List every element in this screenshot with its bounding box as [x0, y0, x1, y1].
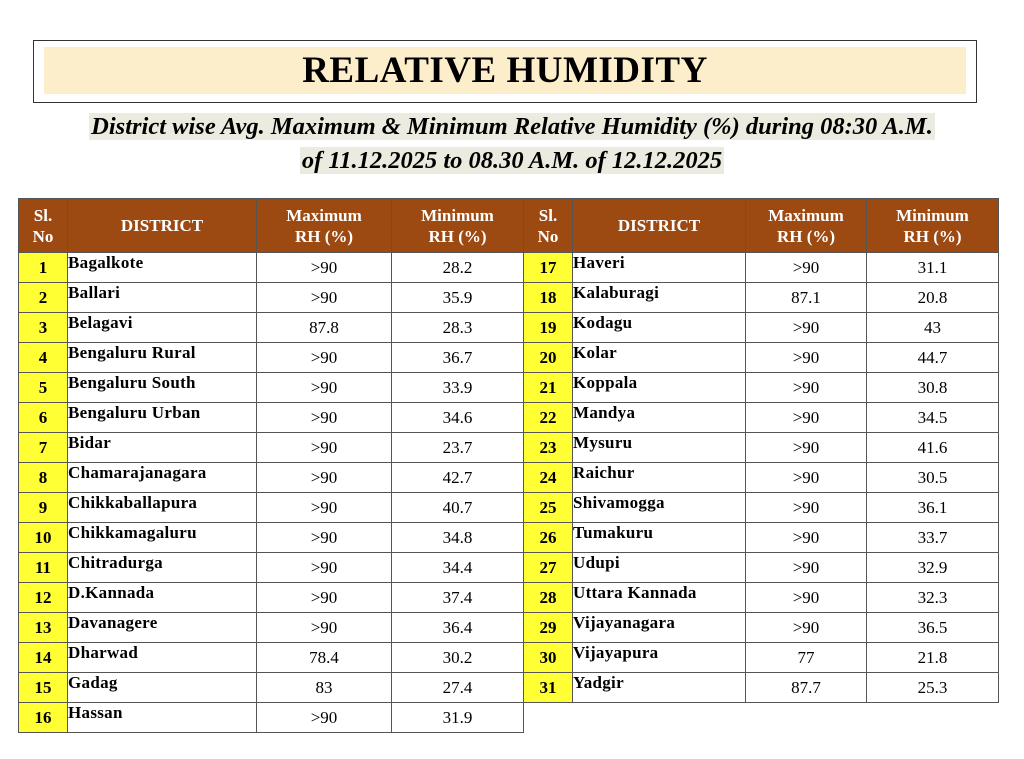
- district-cell: Hassan: [68, 703, 257, 733]
- table-row: [19, 283, 524, 313]
- subtitle-line-1: [0, 110, 1024, 144]
- district-cell: Kalaburagi: [573, 283, 746, 313]
- sl-cell: 13: [19, 613, 68, 643]
- min-rh-cell: 32.9: [867, 553, 999, 583]
- table-row: [19, 703, 524, 733]
- header-sl-no: Sl. No: [19, 199, 68, 253]
- min-rh-cell: 40.7: [392, 493, 524, 523]
- subtitle-text-2: of 11.12.2025 to 08.30 A.M. of 12.12.2025: [301, 147, 723, 174]
- district-cell: Bengaluru Rural: [68, 343, 257, 373]
- sl-cell: 18: [524, 283, 573, 313]
- table-row: [19, 583, 524, 613]
- table-row: [19, 343, 524, 373]
- district-cell: Haveri: [573, 253, 746, 283]
- sl-cell: 10: [19, 523, 68, 553]
- sl-cell: 4: [19, 343, 68, 373]
- table-row: [19, 523, 524, 553]
- max-rh-cell: >90: [257, 613, 392, 643]
- subtitle-text-1: District wise Avg. Maximum & Minimum Relative Humidity (%) during 08:30 A.M.: [91, 113, 933, 140]
- sl-cell: 30: [524, 643, 573, 673]
- table-row: [19, 643, 524, 673]
- district-cell: Chikkaballapura: [68, 493, 257, 523]
- table-row: [524, 403, 999, 433]
- table-row: [524, 673, 999, 703]
- district-cell: Mysuru: [573, 433, 746, 463]
- max-rh-cell: 77: [746, 643, 867, 673]
- max-rh-cell: >90: [746, 613, 867, 643]
- min-rh-cell: 44.7: [867, 343, 999, 373]
- district-cell: Shivamogga: [573, 493, 746, 523]
- district-cell: Mandya: [573, 403, 746, 433]
- max-rh-cell: >90: [746, 463, 867, 493]
- min-rh-cell: 25.3: [867, 673, 999, 703]
- district-cell: Dharwad: [68, 643, 257, 673]
- max-rh-cell: >90: [257, 553, 392, 583]
- district-cell: Raichur: [573, 463, 746, 493]
- district-cell: Kodagu: [573, 313, 746, 343]
- sl-cell: 22: [524, 403, 573, 433]
- district-cell: Belagavi: [68, 313, 257, 343]
- district-cell: Chamarajanagara: [68, 463, 257, 493]
- district-cell: Gadag: [68, 673, 257, 703]
- table-row: [524, 553, 999, 583]
- table-row: [524, 253, 999, 283]
- min-rh-cell: 42.7: [392, 463, 524, 493]
- table-row: [524, 343, 999, 373]
- sl-cell: 16: [19, 703, 68, 733]
- sl-cell: 11: [19, 553, 68, 583]
- max-rh-cell: >90: [257, 403, 392, 433]
- max-rh-cell: 87.1: [746, 283, 867, 313]
- min-rh-cell: 32.3: [867, 583, 999, 613]
- subtitle-line-2: [0, 144, 1024, 178]
- min-rh-cell: 30.2: [392, 643, 524, 673]
- sl-cell: 19: [524, 313, 573, 343]
- min-rh-cell: 34.6: [392, 403, 524, 433]
- max-rh-cell: 78.4: [257, 643, 392, 673]
- max-rh-cell: >90: [257, 583, 392, 613]
- max-rh-cell: >90: [257, 493, 392, 523]
- table-row: [19, 613, 524, 643]
- table-row: [524, 613, 999, 643]
- table-row: [19, 553, 524, 583]
- min-rh-cell: 28.3: [392, 313, 524, 343]
- min-rh-cell: 28.2: [392, 253, 524, 283]
- min-rh-cell: 20.8: [867, 283, 999, 313]
- sl-cell: 5: [19, 373, 68, 403]
- min-rh-cell: 31.1: [867, 253, 999, 283]
- table-row: [524, 583, 999, 613]
- district-cell: Vijayapura: [573, 643, 746, 673]
- min-rh-cell: 41.6: [867, 433, 999, 463]
- min-rh-cell: 36.7: [392, 343, 524, 373]
- min-rh-cell: 33.9: [392, 373, 524, 403]
- district-cell: Tumakuru: [573, 523, 746, 553]
- table-row: [19, 463, 524, 493]
- district-cell: Vijayanagara: [573, 613, 746, 643]
- min-rh-cell: 21.8: [867, 643, 999, 673]
- table-row: [19, 403, 524, 433]
- max-rh-cell: >90: [746, 523, 867, 553]
- sl-cell: 15: [19, 673, 68, 703]
- table-row: [19, 493, 524, 523]
- max-rh-cell: >90: [746, 583, 867, 613]
- table-row: [524, 493, 999, 523]
- table-row: [524, 643, 999, 673]
- district-cell: Davanagere: [68, 613, 257, 643]
- sl-cell: 24: [524, 463, 573, 493]
- sl-cell: 20: [524, 343, 573, 373]
- table-row: [524, 433, 999, 463]
- header-min-rh: Minimum RH (%): [392, 199, 524, 253]
- district-cell: Chitradurga: [68, 553, 257, 583]
- header-max-rh: Maximum RH (%): [746, 199, 867, 253]
- table-row: [524, 313, 999, 343]
- sl-cell: 8: [19, 463, 68, 493]
- header-max-rh: Maximum RH (%): [257, 199, 392, 253]
- district-cell: Bidar: [68, 433, 257, 463]
- max-rh-cell: 87.7: [746, 673, 867, 703]
- min-rh-cell: 30.8: [867, 373, 999, 403]
- table-row: [524, 463, 999, 493]
- sl-cell: 21: [524, 373, 573, 403]
- min-rh-cell: 35.9: [392, 283, 524, 313]
- district-cell: Bengaluru South: [68, 373, 257, 403]
- min-rh-cell: 43: [867, 313, 999, 343]
- table-row: [19, 673, 524, 703]
- table-row: [19, 433, 524, 463]
- max-rh-cell: >90: [746, 313, 867, 343]
- sl-cell: 28: [524, 583, 573, 613]
- district-cell: Bagalkote: [68, 253, 257, 283]
- table-row: [19, 373, 524, 403]
- district-cell: Kolar: [573, 343, 746, 373]
- sl-cell: 23: [524, 433, 573, 463]
- table-row: [524, 373, 999, 403]
- max-rh-cell: >90: [257, 523, 392, 553]
- max-rh-cell: >90: [257, 373, 392, 403]
- max-rh-cell: >90: [746, 343, 867, 373]
- sl-cell: 7: [19, 433, 68, 463]
- max-rh-cell: >90: [257, 463, 392, 493]
- min-rh-cell: 37.4: [392, 583, 524, 613]
- district-cell: Uttara Kannada: [573, 583, 746, 613]
- sl-cell: 29: [524, 613, 573, 643]
- max-rh-cell: >90: [746, 493, 867, 523]
- title-box: [33, 40, 977, 103]
- min-rh-cell: 34.5: [867, 403, 999, 433]
- sl-cell: 26: [524, 523, 573, 553]
- max-rh-cell: >90: [257, 703, 392, 733]
- table-header-row: [524, 199, 999, 253]
- sl-cell: 27: [524, 553, 573, 583]
- table-header-row: [19, 199, 524, 253]
- table-row: [19, 313, 524, 343]
- humidity-table-right: [523, 198, 999, 703]
- max-rh-cell: >90: [257, 433, 392, 463]
- max-rh-cell: >90: [746, 373, 867, 403]
- sl-cell: 12: [19, 583, 68, 613]
- district-cell: Ballari: [68, 283, 257, 313]
- max-rh-cell: >90: [746, 403, 867, 433]
- header-min-rh: Minimum RH (%): [867, 199, 999, 253]
- table-row: [524, 523, 999, 553]
- sl-cell: 17: [524, 253, 573, 283]
- max-rh-cell: >90: [746, 553, 867, 583]
- sl-cell: 31: [524, 673, 573, 703]
- humidity-table-left: [18, 198, 524, 733]
- district-cell: Bengaluru Urban: [68, 403, 257, 433]
- min-rh-cell: 34.8: [392, 523, 524, 553]
- sl-cell: 14: [19, 643, 68, 673]
- district-cell: Chikkamagaluru: [68, 523, 257, 553]
- sl-cell: 2: [19, 283, 68, 313]
- max-rh-cell: >90: [257, 253, 392, 283]
- header-district: DISTRICT: [68, 199, 257, 253]
- min-rh-cell: 30.5: [867, 463, 999, 493]
- table-row: [524, 283, 999, 313]
- max-rh-cell: >90: [746, 433, 867, 463]
- min-rh-cell: 31.9: [392, 703, 524, 733]
- max-rh-cell: >90: [257, 283, 392, 313]
- sl-cell: 25: [524, 493, 573, 523]
- table-row: [19, 253, 524, 283]
- min-rh-cell: 33.7: [867, 523, 999, 553]
- district-cell: Koppala: [573, 373, 746, 403]
- min-rh-cell: 36.5: [867, 613, 999, 643]
- min-rh-cell: 27.4: [392, 673, 524, 703]
- header-district: DISTRICT: [573, 199, 746, 253]
- sl-cell: 9: [19, 493, 68, 523]
- max-rh-cell: 83: [257, 673, 392, 703]
- page-title: RELATIVE HUMIDITY: [44, 47, 966, 94]
- district-cell: Yadgir: [573, 673, 746, 703]
- district-cell: Udupi: [573, 553, 746, 583]
- header-sl-no: Sl. No: [524, 199, 573, 253]
- max-rh-cell: >90: [746, 253, 867, 283]
- min-rh-cell: 34.4: [392, 553, 524, 583]
- min-rh-cell: 36.4: [392, 613, 524, 643]
- sl-cell: 6: [19, 403, 68, 433]
- sl-cell: 1: [19, 253, 68, 283]
- sl-cell: 3: [19, 313, 68, 343]
- min-rh-cell: 36.1: [867, 493, 999, 523]
- max-rh-cell: 87.8: [257, 313, 392, 343]
- district-cell: D.Kannada: [68, 583, 257, 613]
- min-rh-cell: 23.7: [392, 433, 524, 463]
- max-rh-cell: >90: [257, 343, 392, 373]
